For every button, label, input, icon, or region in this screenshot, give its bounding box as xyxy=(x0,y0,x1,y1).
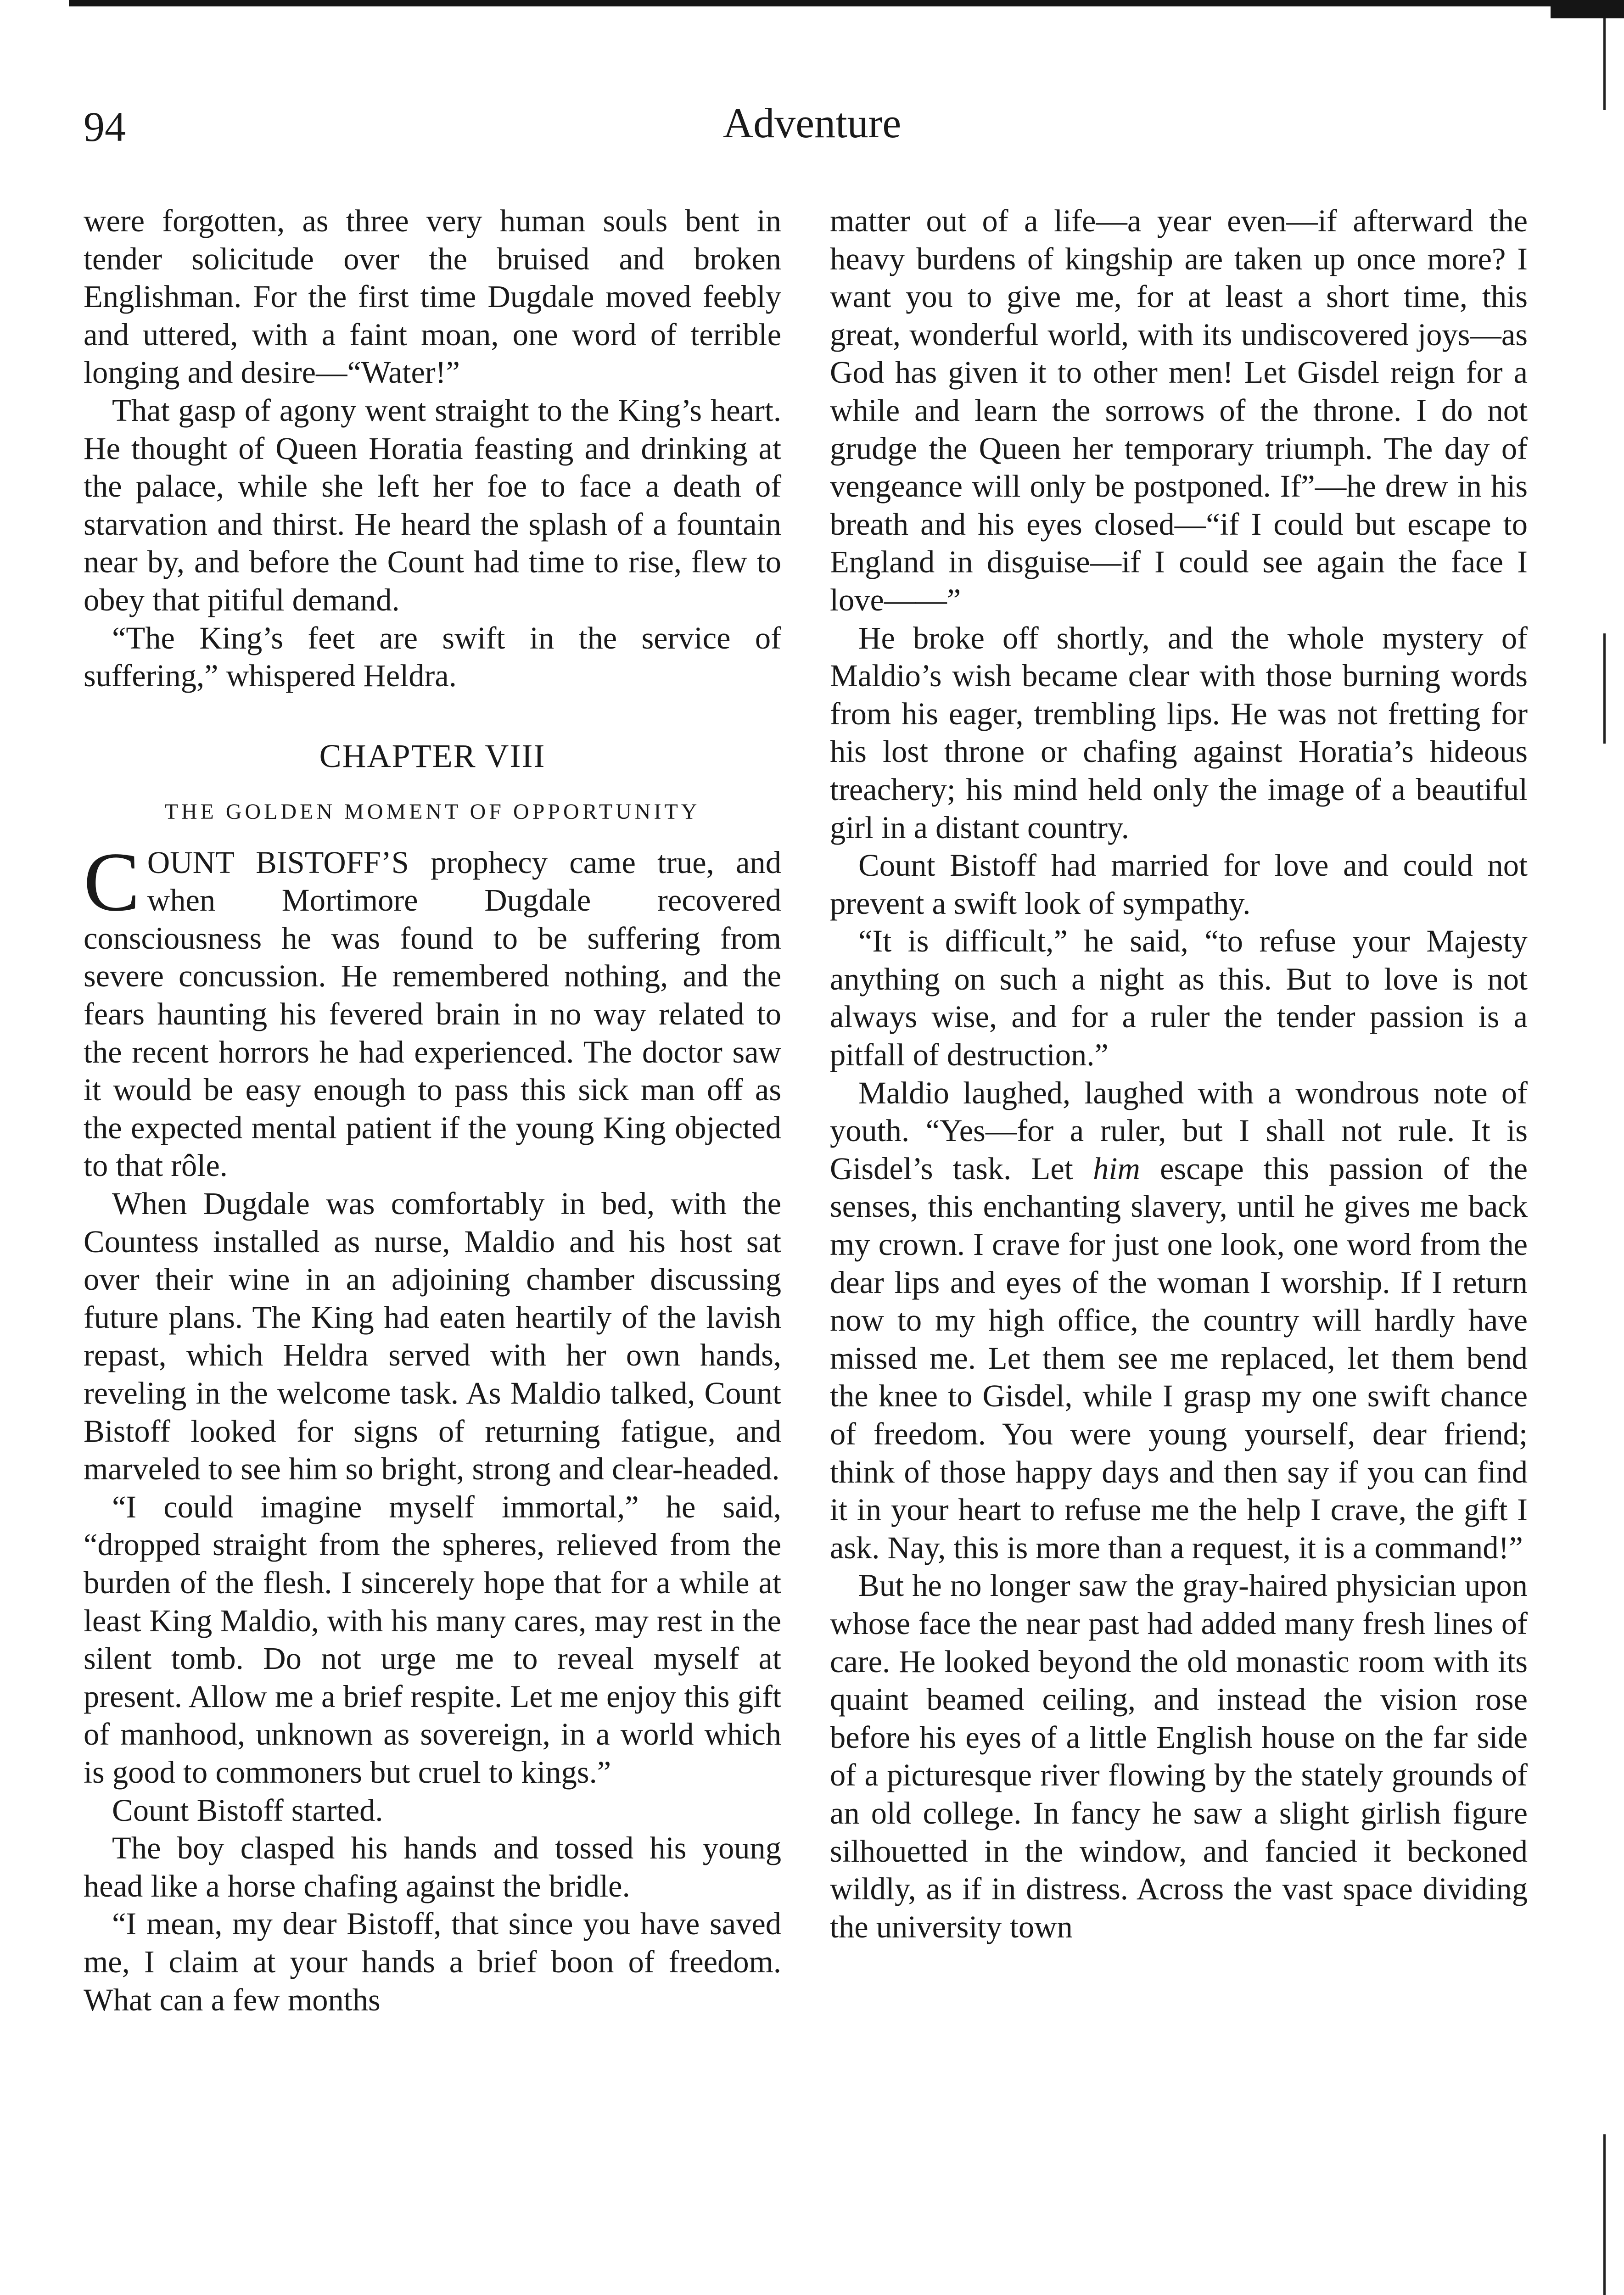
paragraph: The boy clasped his hands and tossed his young head like a horse chafing against the bridle. xyxy=(84,1830,781,1903)
drop-cap: C xyxy=(84,834,140,929)
paragraph: When Dugdale was comfortably in bed, with the Countess installed as nurse, Maldio and his host sat over their wine in an adjoining chamber discussing future plans. The King had eaten heartily of the lavish repast, which Heldra served with her own hands, reveling in the welcome task. As Maldio talked, Count Bistoff looked for signs of returning fatigue, and marveled to see him so bright, strong and clear-headed. xyxy=(84,1186,781,1487)
running-head-title: Adventure xyxy=(722,100,902,146)
right-column xyxy=(830,202,1528,1946)
top-border-rule-tail xyxy=(1551,0,1624,18)
text-run: Maldio laughed, laughed with a wondrous note of youth. “Yes—for a ruler, but I shall not rule. It is Gisdel’s task. Let xyxy=(830,1075,1528,1186)
opening-smallcaps: OUNT BISTOFF’S xyxy=(147,845,409,880)
chapter-subtitle: THE GOLDEN MOMENT OF OPPORTUNITY xyxy=(164,800,700,824)
paragraph: But he no longer saw the gray-haired physician upon whose face the near past had added many fresh lines of care. He looked beyond the old monastic room with its quaint beamed ceiling, and instead the vision rose before his eyes of a little English house on the far side of a picturesque river flowing by the stately grounds of an old college. In fancy he saw a slight girlish figure silhouetted in the window, and fancied it beckoned wildly, as if in distress. Across the vast space dividing the university town xyxy=(830,1568,1528,1944)
paragraph: Count Bistoff started. xyxy=(112,1792,383,1828)
paragraph: matter out of a life—a year even—if afterward the heavy burdens of kingship are taken up once more? I want you to give me, for at least a short time, this great, wonderful world, with its undiscovered joys—as God has given it to other men! Let Gisdel reign for a while and learn the sorrows of the throne. I do not grudge the Queen her temporary triumph. The day of vengeance will only be postponed. If”—he drew in his breath and his eyes closed—“if I could but escape to England in disguise—if I could see again the face I love——” xyxy=(830,203,1528,617)
page-edge-mark xyxy=(1603,2134,1606,2295)
paragraph: That gasp of agony went straight to the King’s heart. He thought of Queen Horatia feasting and drinking at the palace, while she left her foe to face a death of starvation and thirst. He heard the splash of a fountain near by, and before the Count had time to rise, flew to obey that pitiful demand. xyxy=(84,392,781,617)
opening-text: prophecy came true, and when Mortimore Dugdale recovered consciousness he was found to be suffering from severe concussion. He remembered nothing, and the fears haunting his fevered brain in no way related to the recent horrors he had experienced. The doctor saw it would be easy enough to pass this sick man off as the expected mental patient if the young King objected to that rôle. xyxy=(84,845,782,1183)
page-number: 94 xyxy=(84,103,126,150)
page-edge-mark xyxy=(1603,18,1606,110)
chapter-heading: CHAPTER VIII xyxy=(319,737,546,774)
paragraph: He broke off shortly, and the whole mystery of Maldio’s wish became clear with those burning words from his eager, trembling lips. He was not fretting for his lost throne or chafing against Horatia’s hideous treachery; his mind held only the image of a beautiful girl in a distant country. xyxy=(830,620,1528,845)
paragraph: “It is difficult,” he said, “to refuse your Majesty anything on such a night as this. But to love is not always wise, and for a ruler the tender passion is a pitfall of destruction.” xyxy=(830,924,1528,1073)
top-border-rule xyxy=(69,0,1564,6)
paragraph: were forgotten, as three very human souls bent in tender solicitude over the bruised and broken Englishman. For the first time Dugdale moved feebly and uttered, with a faint moan, one word of terrible longing and desire—“Water!” xyxy=(84,203,781,390)
italic-emphasis: him xyxy=(1093,1151,1140,1186)
paragraph xyxy=(830,1074,1528,1567)
page-edge-mark xyxy=(1603,633,1606,744)
text-run: escape this passion of the senses, this enchanting slavery, until he gives me back my crown. I crave for just one look, one word from the dear lips and eyes of the woman I worship. If I return now to my high office, the country will hardly have missed me. Let them see me replaced, let them bend the knee to Gisdel, while I grasp my one swift chance of freedom. You were young yourself, dear friend; think of those happy days and then say if you can find it in your heart to refuse me the help I crave, the gift I ask. Nay, this is more than a request, it is a command!” xyxy=(830,1151,1528,1565)
paragraph: “I mean, my dear Bistoff, that since you have saved me, I claim at your hands a brief boon of freedom. What can a few months xyxy=(84,1906,781,2017)
paragraph: “I could imagine myself immortal,” he said, “dropped straight from the spheres, relieved from the burden of the flesh. I sincerely hope that for a while at least King Maldio, with his many cares, may rest in the silent tomb. Do not urge me to reveal myself at present. Allow me a brief respite. Let me enjoy this gift of manhood, unknown as sovereign, in a world which is good to commoners but cruel to kings.” xyxy=(84,1489,781,1790)
left-column xyxy=(84,202,781,2019)
paragraph: Count Bistoff had married for love and could not prevent a swift look of sympathy. xyxy=(830,848,1528,921)
paragraph: “The King’s feet are swift in the service of suffering,” whispered Heldra. xyxy=(84,620,781,694)
chapter-opening-paragraph xyxy=(84,834,782,1185)
